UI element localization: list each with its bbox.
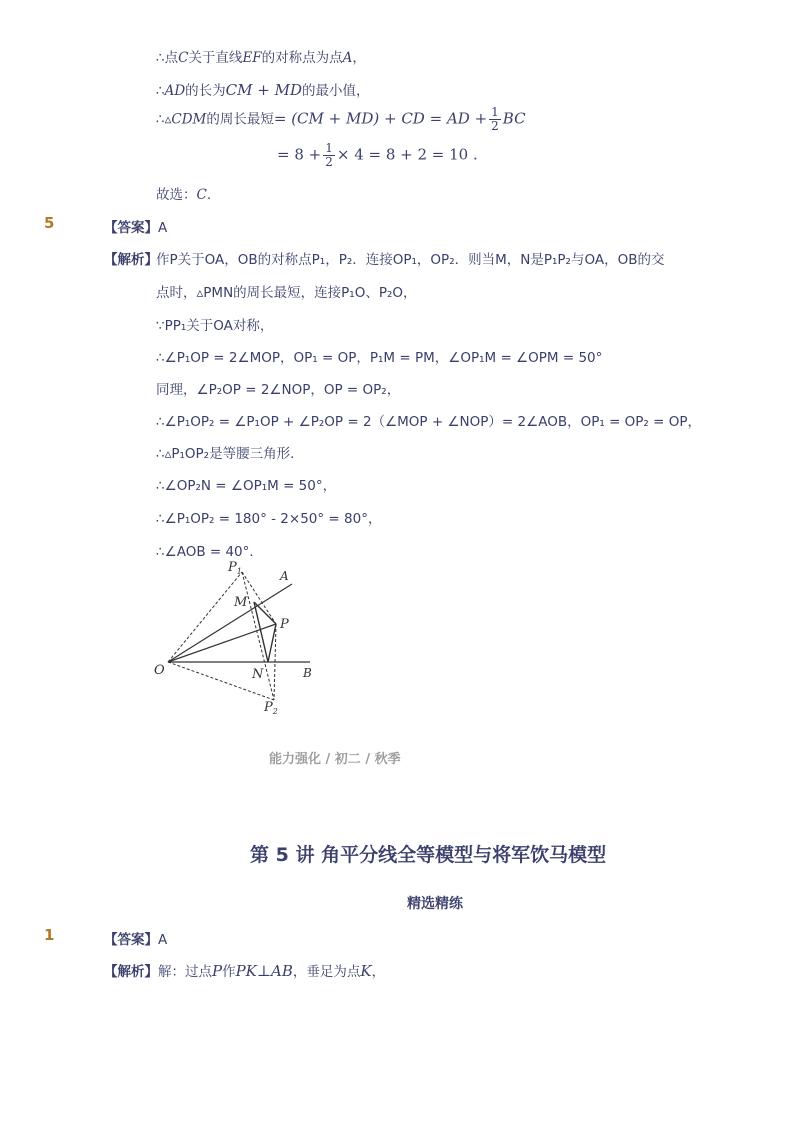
answer-row: 【答案】A: [104, 932, 168, 948]
analysis-line: ∴∠OP₂N = ∠OP₁M = 50°，: [156, 478, 337, 494]
label-N: N: [252, 667, 264, 682]
ray-OA: [168, 584, 292, 662]
analysis-line: ∴∠AOB = 40°．: [156, 544, 263, 560]
analysis-line: ∴∠P₁OP₂ = ∠P₁OP + ∠P₂OP = 2（∠MOP + ∠NOP）= 2∠AOB，OP₁ = OP₂ = OP，: [156, 414, 702, 430]
analysis-row: 【解析】解：过点P作PK⊥AB，垂足为点K，: [104, 962, 386, 980]
page-footer: 能力强化 / 初二 / 秋季: [269, 752, 401, 767]
label-P1: $P_1$: [228, 560, 242, 576]
top-line-2: ∴AD的长为CM + MD的最小值，: [156, 81, 370, 99]
segment-MN: [254, 602, 268, 662]
label-P: P: [280, 617, 289, 632]
analysis-line: ∴▵P₁OP₂是等腰三角形．: [156, 446, 304, 462]
top-line-3: ∴▵CDM的周长最短= (CM + MD) + CD = AD + $\frac{1}{2}$ BC: [156, 105, 526, 133]
label-M: M: [234, 595, 248, 610]
question-number: 1: [44, 926, 55, 944]
segment-MP: [254, 602, 276, 624]
label-B: B: [303, 666, 312, 680]
analysis-line: 点时，▵PMN的周长最短，连接P₁O、P₂O，: [156, 285, 417, 301]
label-O: O: [154, 663, 165, 678]
label-A: A: [280, 569, 289, 583]
analysis-line: 同理，∠P₂OP = 2∠NOP，OP = OP₂，: [156, 382, 401, 398]
section-subtitle: 精选精练: [407, 896, 463, 912]
top-line-4: = 8 + $\frac{1}{2}$ × 4 = 8 + 2 = 10 .: [277, 141, 478, 169]
analysis-line: 作P关于OA，OB的对称点P₁，P₂．连接OP₁，OP₂．则当M，N是P₁P₂与OA，OB的交: [156, 252, 665, 268]
section-title: 第 5 讲 角平分线全等模型与将军饮马模型: [250, 844, 607, 866]
geometry-figure: [150, 558, 330, 718]
analysis-line: ∴∠P₁OP₂ = 180° - 2×50° = 80°，: [156, 511, 382, 527]
top-line-5: 故选：C.: [156, 187, 212, 203]
label-P2: $P_2$: [264, 700, 278, 716]
fraction-half: $\frac{1}{2}$: [491, 105, 499, 133]
analysis-line: ∴∠P₁OP = 2∠MOP，OP₁ = OP，P₁M = PM，∠OP₁M = ∠OPM = 50°: [156, 350, 603, 366]
analysis-tag: 【解析】: [104, 252, 158, 268]
answer-row: 【答案】A: [104, 220, 168, 236]
top-line-1: ∴点C关于直线EF的对称点为点A，: [156, 50, 366, 66]
question-number: 5: [44, 214, 55, 232]
analysis-line: ∵PP₁关于OA对称，: [156, 318, 274, 334]
fraction-half: $\frac{1}{2}$: [325, 141, 333, 169]
